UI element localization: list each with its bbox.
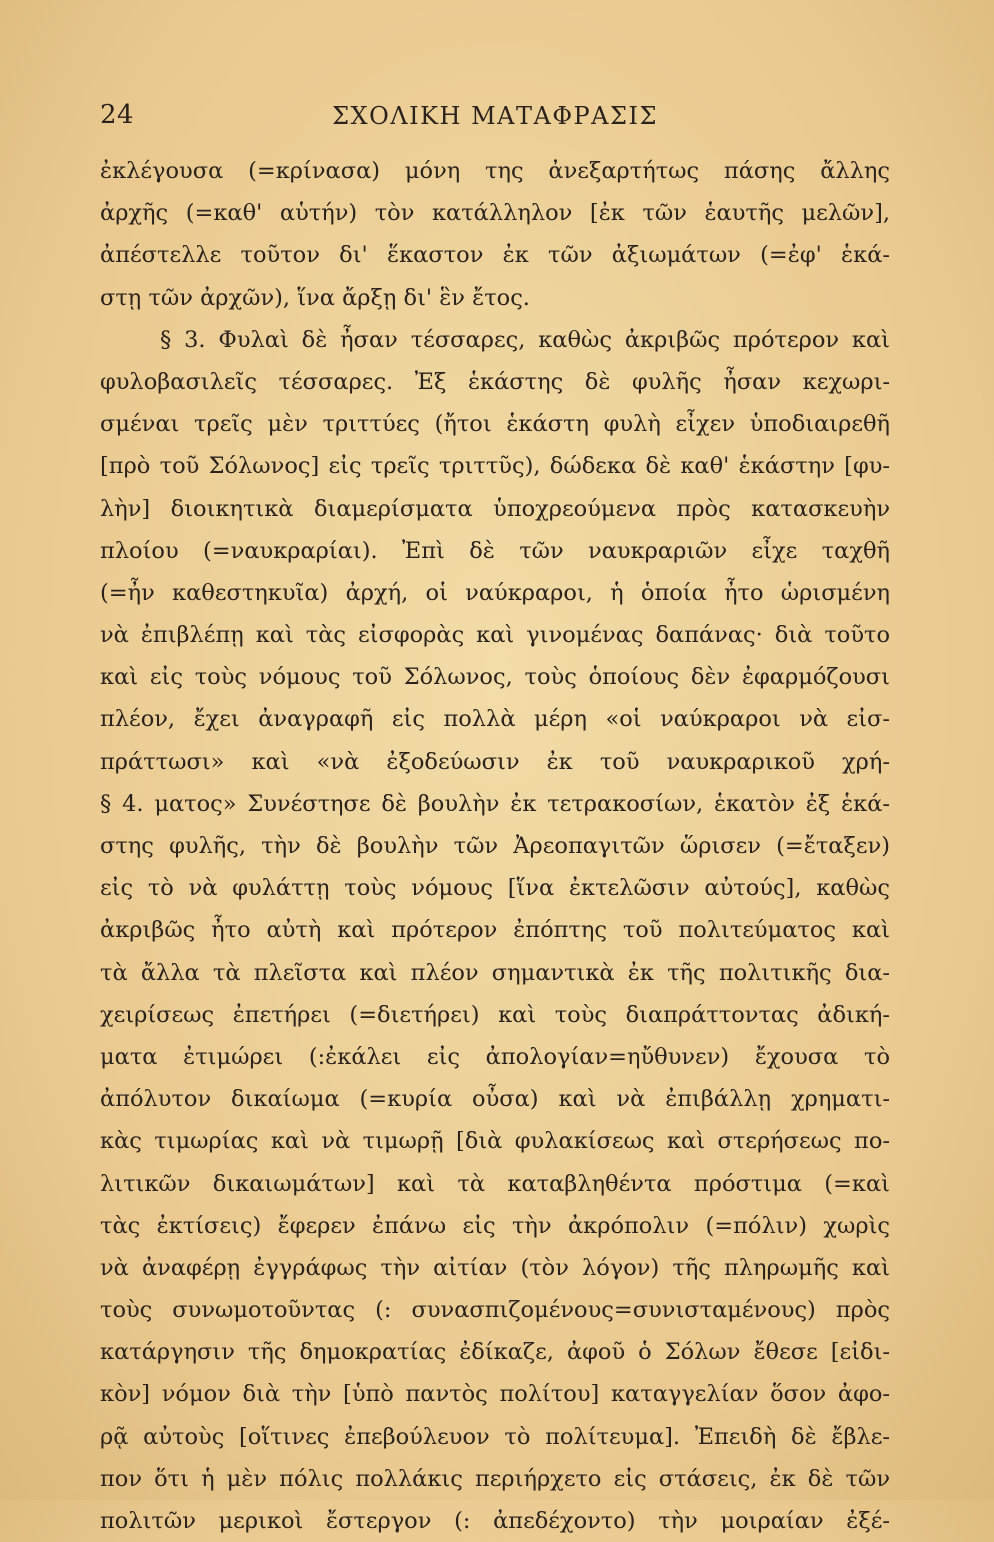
text-line: πολιτῶν μερικοὶ ἔστεργον (: ἀπεδέχοντο) τὴν μοιραίαν ἐξέ- (100, 1508, 890, 1534)
text-line: εἰς τὸ νὰ φυλάττῃ τοὺς νόμους [ἵνα ἐκτελῶσιν αὐτούς], καθὼς (100, 875, 890, 902)
text-line: ἀπόλυτον δικαίωμα (=κυρία οὖσα) καὶ νὰ ἐπιβάλλῃ χρηματι- (100, 1086, 890, 1113)
text-line: ρᾷ αὐτοὺς [οἵτινες ἐπεβούλευον τὸ πολίτευμα]. Ἐπειδὴ δὲ ἔβλε- (100, 1423, 890, 1450)
text-line: ἀρχῆς (=καθ' αὑτήν) τὸν κατάλληλον [ἐκ τῶν ἑαυτῆς μελῶν], (100, 200, 890, 227)
text-line: σμέναι τρεῖς μὲν τριττύες (ἤτοι ἑκάστη φυλὴ εἶχεν ὑποδιαιρεθῆ (100, 411, 890, 438)
body-text (100, 150, 890, 1542)
text-line: § 4. ματος» Συνέστησε δὲ βουλὴν ἐκ τετρακοσίων, ἑκατὸν ἐξ ἑκά- (100, 790, 890, 817)
text-line: στης φυλῆς, τὴν δὲ βουλὴν τῶν Ἀρεοπαγιτῶν ὥρισεν (=ἔταξεν) (100, 833, 890, 859)
text-line: ματα ἐτιμώρει (:ἐκάλει εἰς ἀπολογίαν=ηὔθυνεν) ἔχουσα τὸ (100, 1043, 890, 1070)
text-line: πράττωσι» καὶ «νὰ ἐξοδεύωσιν ἐκ τοῦ ναυκραρικοῦ χρή- (100, 748, 890, 775)
text-line: τὰ ἄλλα τὰ πλεῖστα καὶ πλέον σημαντικὰ ἐκ τῆς πολιτικῆς δια- (100, 959, 890, 986)
text-line: τοὺς συνωμοτοῦντας (: συνασπιζομένους=συνισταμένους) πρὸς (100, 1297, 890, 1324)
text-line: λιτικῶν δικαιωμάτων] καὶ τὰ καταβληθέντα πρόστιμα (=καὶ (100, 1170, 890, 1197)
text-line: πλέον, ἔχει ἀναγραφῆ εἰς πολλὰ μέρη «οἱ ναύκραροι νὰ εἰσ- (100, 706, 890, 733)
text-line: καὶ εἰς τοὺς νόμους τοῦ Σόλωνος, τοὺς ὁποίους δὲν ἐφαρμόζουσι (100, 664, 890, 691)
text-line: πλοίου (=ναυκραρίαι). Ἐπὶ δὲ τῶν ναυκραριῶν εἶχε ταχθῆ (100, 537, 890, 564)
text-line: [πρὸ τοῦ Σόλωνος] εἰς τρεῖς τριττῦς), δώδεκα δὲ καθ' ἑκάστην [φυ- (100, 453, 890, 480)
text-line: κὰς τιμωρίας καὶ νὰ τιμωρῇ [διὰ φυλακίσεως καὶ στερήσεως πο- (100, 1128, 890, 1155)
text-line: χειρίσεως ἐπετήρει (=διετήρει) καὶ τοὺς διαπράττοντας ἀδική- (100, 1001, 890, 1028)
text-line: ἀκριβῶς ἦτο αὐτὴ καὶ πρότερον ἐπόπτης τοῦ πολιτεύματος καὶ (100, 917, 890, 944)
text-line: § 3. Φυλαὶ δὲ ἦσαν τέσσαρες, καθὼς ἀκριβῶς πρότερον καὶ (160, 326, 890, 353)
text-line: στῃ τῶν ἀρχῶν), ἵνα ἄρξῃ δι' ἓν ἔτος. (100, 284, 530, 311)
text-line: κατάργησιν τῆς δημοκρατίας ἐδίκαζε, ἀφοῦ ὁ Σόλων ἔθεσε [εἰδι- (100, 1339, 890, 1366)
page-number: 24 (100, 100, 135, 130)
text-line: κὸν] νόμον διὰ τὴν [ὑπὸ παντὸς πολίτου] καταγγελίαν ὅσον ἀφο- (100, 1381, 890, 1408)
page-header (100, 100, 890, 140)
text-line: λὴν] διοικητικὰ διαμερίσματα ὑποχρεούμενα πρὸς κατασκευὴν (100, 495, 890, 522)
text-line: φυλοβασιλεῖς τέσσαρες. Ἐξ ἑκάστης δὲ φυλῆς ἦσαν κεχωρι- (100, 368, 890, 395)
text-line: (=ἦν καθεστηκυῖα) ἀρχή, οἱ ναύκραροι, ἡ ὁποία ἦτο ὡρισμένη (100, 579, 890, 606)
running-title: ΣΧΟΛΙΚΗ ΜΑΤΑΦΡΑΣΙΣ (332, 102, 658, 130)
text-line: τὰς ἐκτίσεις) ἔφερεν ἐπάνω εἰς τὴν ἀκρόπολιν (=πόλιν) χωρὶς (100, 1212, 890, 1239)
text-line: νὰ ἀναφέρῃ ἐγγράφως τὴν αἰτίαν (τὸν λόγον) τῆς πληρωμῆς καὶ (100, 1254, 890, 1281)
text-line: ἐκλέγουσα (=κρίνασα) μόνη της ἀνεξαρτήτως πάσης ἄλλης (100, 158, 890, 184)
text-line: πον ὅτι ἡ μὲν πόλις πολλάκις περιήρχετο εἰς στάσεις, ἐκ δὲ τῶν (100, 1465, 890, 1492)
text-line: ἀπέστελλε τοῦτον δι' ἕκαστον ἐκ τῶν ἀξιωμάτων (=ἐφ' ἑκά- (100, 242, 890, 269)
text-line: νὰ ἐπιβλέπῃ καὶ τὰς εἰσφορὰς καὶ γινομένας δαπάνας· διὰ τοῦτο (100, 622, 890, 649)
